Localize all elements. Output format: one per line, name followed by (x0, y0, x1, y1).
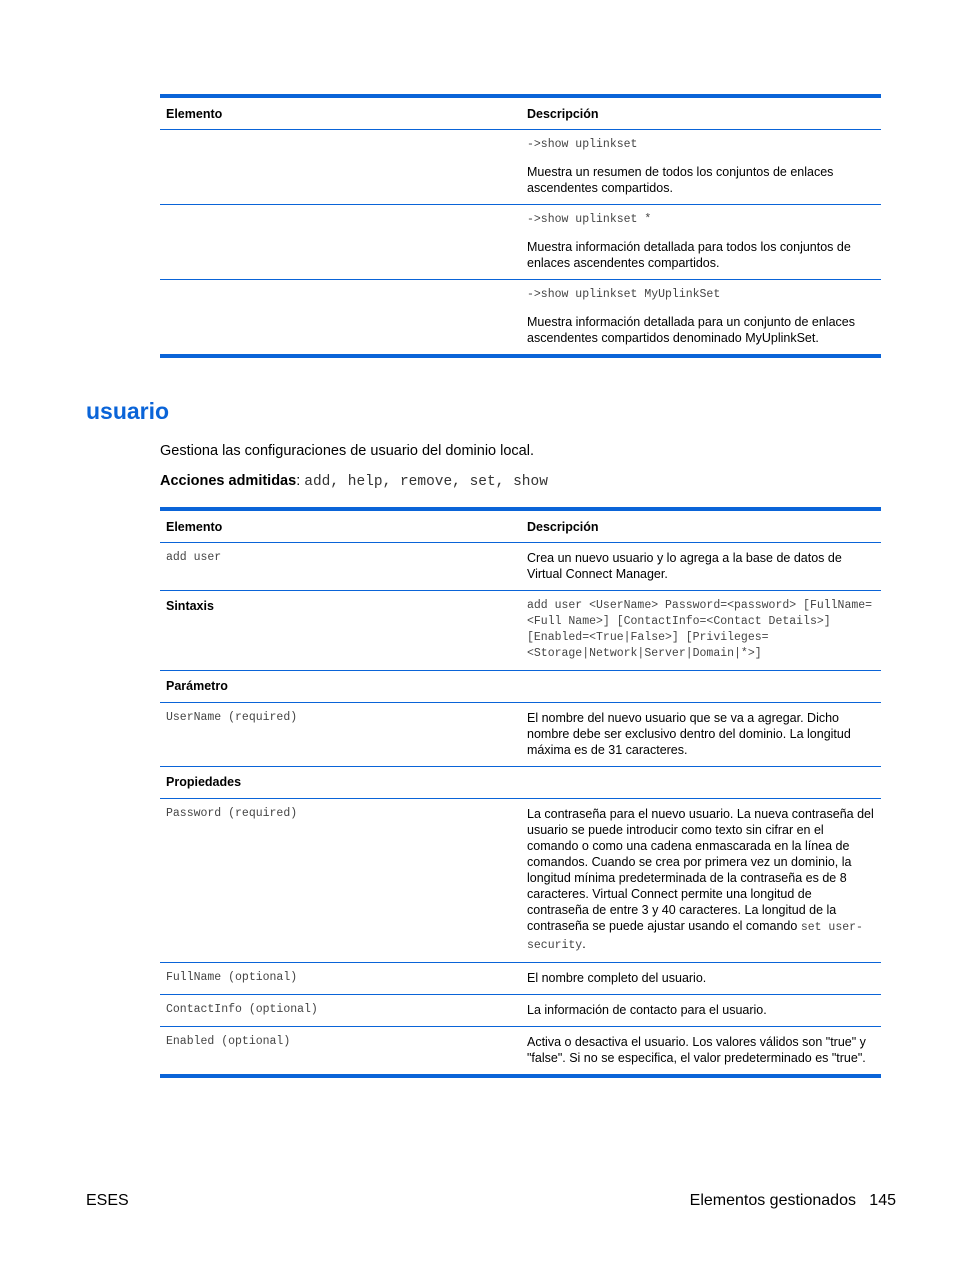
element-cell: ContactInfo (optional) (160, 995, 521, 1027)
element-cell: Sintaxis (160, 591, 521, 671)
element-cell: Parámetro (160, 671, 521, 703)
column-header-description: Descripción (521, 96, 881, 130)
table-row (160, 591, 881, 671)
description-text: La contraseña para el nuevo usuario. La nueva contraseña del usuario se puede introducir como texto sin cifrar en el comando o como una cadena enmascarada en la línea de comandos. Cuando se crea por primera vez un dominio, la longitud mínima predeterminada de la contraseña es de 8 caracteres. Virtual Connect permite una longitud de contraseña de entre 3 y 40 caracteres. La longitud de la contraseña se puede ajustar usando el comando (527, 807, 874, 933)
description-cell (521, 799, 881, 963)
description-cell: El nombre del nuevo usuario que se va a agregar. Dicho nombre debe ser exclusivo dentro del dominio. La longitud máxima es de 31 caracteres. (521, 703, 881, 767)
description-cell: Crea un nuevo usuario y lo agrega a la base de datos de Virtual Connect Manager. (521, 543, 881, 591)
syntax-cell: add user <UserName> Password=<password> [FullName=<Full Name>] [ContactInfo=<Contact Details>] [Enabled=<True|False>] [Privileges=<Storage|Network|Server|Domain|*>] (521, 591, 881, 671)
description-text: Muestra un resumen de todos los conjuntos de enlaces ascendentes compartidos. (527, 165, 834, 195)
element-cell: add user (160, 543, 521, 591)
description-cell (521, 205, 881, 280)
table-row (160, 799, 881, 963)
inline-command: set user-security (527, 921, 863, 952)
actions-list: add, help, remove, set, show (304, 474, 548, 490)
description-cell (521, 767, 881, 799)
table-row (160, 995, 881, 1027)
element-cell (160, 130, 521, 205)
actions-label: Acciones admitidas (160, 473, 297, 489)
supported-actions (160, 473, 548, 490)
command-example: ->show uplinkset * (527, 213, 652, 226)
footer-locale: ESES (86, 1192, 129, 1209)
element-cell (160, 205, 521, 280)
element-cell: Propiedades (160, 767, 521, 799)
table-row (160, 767, 881, 799)
table-row (160, 205, 881, 280)
description-cell: La información de contacto para el usuario. (521, 995, 881, 1027)
table-row (160, 963, 881, 995)
command-example: ->show uplinkset (527, 138, 638, 151)
column-header-element: Elemento (160, 509, 521, 543)
table-row (160, 280, 881, 357)
uplinkset-table (160, 94, 881, 358)
description-cell: Activa o desactiva el usuario. Los valores válidos son "true" y "false". Si no se especifica, el valor predeterminado es "true". (521, 1027, 881, 1077)
element-cell: Enabled (optional) (160, 1027, 521, 1077)
description-cell (521, 130, 881, 205)
section-title: usuario (86, 398, 170, 424)
table-row (160, 130, 881, 205)
command-example: ->show uplinkset MyUplinkSet (527, 288, 721, 301)
actions-separator: : (296, 473, 305, 489)
element-cell: Password (required) (160, 799, 521, 963)
description-cell: El nombre completo del usuario. (521, 963, 881, 995)
element-cell (160, 280, 521, 357)
description-end: . (582, 937, 586, 951)
description-text: Muestra información detallada para todos los conjuntos de enlaces ascendentes compartidos. (527, 240, 851, 270)
description-cell (521, 280, 881, 357)
element-cell: UserName (required) (160, 703, 521, 767)
table-row (160, 1027, 881, 1077)
table-row (160, 703, 881, 767)
footer-page-info: Elementos gestionados 145 (689, 1192, 896, 1209)
column-header-description: Descripción (521, 509, 881, 543)
user-table (160, 507, 881, 1078)
column-header-element: Elemento (160, 96, 521, 130)
section-intro: Gestiona las configuraciones de usuario del dominio local. (160, 443, 534, 459)
element-cell: FullName (optional) (160, 963, 521, 995)
description-text: Muestra información detallada para un conjunto de enlaces ascendentes compartidos denominado MyUplinkSet. (527, 315, 855, 345)
table-row (160, 543, 881, 591)
table-row (160, 671, 881, 703)
description-cell (521, 671, 881, 703)
